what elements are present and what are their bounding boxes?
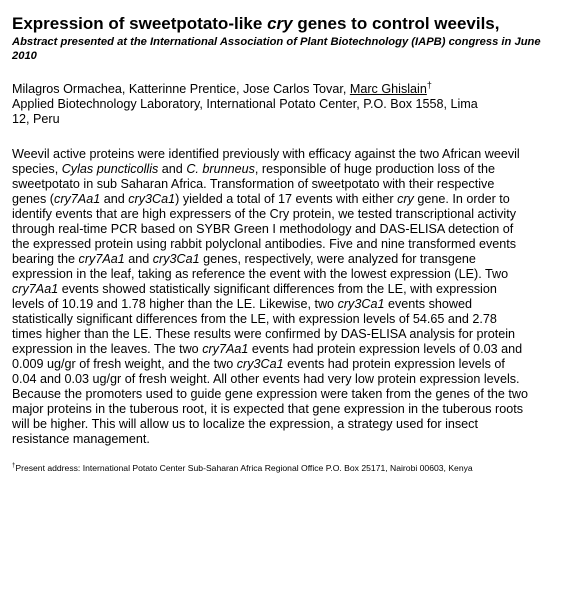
abstract-line: species, Cylas puncticollis and C. brunneus, responsible of huge production loss of the [12, 162, 496, 176]
gene-name: cry7Aa1 [12, 282, 59, 296]
gene-name: cry3Ca1 [152, 252, 200, 266]
author-dagger-mark: † [426, 79, 432, 90]
corresponding-author: Marc Ghislain [349, 82, 427, 96]
abstract-line: identify events that are high expressers of the Cry protein, we tested transcriptional activity [12, 207, 516, 221]
author-list [12, 79, 556, 97]
abstract-line: genes (cry7Aa1 and cry3Ca1) yielded a total of 17 events with either cry gene. In order to [12, 192, 510, 206]
title-part2: genes to control weevils, [292, 14, 500, 33]
abstract-line: bearing the cry7Aa1 and cry3Ca1 genes, respectively, were analyzed for transgene [12, 252, 476, 266]
title-part1: Expression of sweetpotato-like [12, 14, 268, 33]
abstract-line: cry7Aa1 events showed statistically significant differences from the LE, with expression [12, 282, 497, 296]
footnote [12, 463, 556, 474]
abstract-line: sweetpotato in sub Saharan Africa. Transformation of sweetpotato with their respective [12, 177, 495, 191]
abstract-line: statistically significant differences from the LE, with expression levels of 54.65 and 2.78 [12, 312, 497, 326]
document-title [12, 14, 556, 33]
document-subtitle: Abstract presented at the International Association of Plant Biotechnology (IAPB) congress in June 2010 [12, 36, 541, 62]
footnote-text: Present address: International Potato Center Sub-Saharan Africa Regional Office P.O. Box 25171, Nairobi 00603, Kenya [15, 463, 473, 473]
abstract-line: 0.009 ug/gr of fresh weight, and the two cry3Ca1 events had protein expression levels of [12, 357, 505, 371]
abstract-body [12, 147, 556, 447]
abstract-line: times higher than the LE. These results were confirmed by DAS-ELISA analysis for protein [12, 327, 516, 341]
footnote-dagger-mark: † [12, 463, 16, 470]
document-page [12, 14, 556, 474]
gene-name: cry7Aa1 [78, 252, 125, 266]
abstract-line: resistance management. [12, 432, 150, 446]
abstract-line: 0.04 and 0.03 ug/gr of fresh weight. All other events had very low protein expression levels. [12, 372, 520, 386]
gene-name: cry3Ca1 [236, 357, 284, 371]
species-name: Cylas puncticollis [61, 162, 159, 176]
abstract-line: through real-time PCR based on SYBR Green I methodology and DAS-ELISA detection of [12, 222, 514, 236]
abstract-line: levels of 10.19 and 1.78 higher than the LE. Likewise, two cry3Ca1 events showed [12, 297, 472, 311]
gene-name: cry [397, 192, 414, 206]
abstract-line: Because the promoters used to guide gene expression were taken from the genes of the two [12, 387, 528, 401]
gene-name: cry3Ca1 [337, 297, 385, 311]
title-italic: cry [267, 14, 293, 33]
gene-name: cry7Aa1 [54, 192, 101, 206]
abstract-line: expression in the leaves. The two cry7Aa1 events had protein expression levels of 0.03 and [12, 342, 523, 356]
abstract-line: major proteins in the tuberous root, it is expected that gene expression in the tuberous roots [12, 402, 524, 416]
abstract-line: expression in the leaf, taking as reference the event with the lowest expression (LE). Two [12, 267, 509, 281]
abstract-line: Weevil active proteins were identified previously with efficacy against the two African weevil [12, 147, 520, 161]
affiliation: Applied Biotechnology Laboratory, International Potato Center, P.O. Box 1558, Lima 12, Peru [12, 97, 478, 126]
abstract-line: the expressed protein using rabbit polyclonal antibodies. Five and nine transformed events [12, 237, 517, 251]
species-name: C. brunneus [186, 162, 255, 176]
gene-name: cry7Aa1 [202, 342, 249, 356]
abstract-line: will be higher. This will allow us to localize the expression, a strategy used for insect [12, 417, 478, 431]
gene-name: cry3Ca1 [128, 192, 176, 206]
author-names: Milagros Ormachea, Katterinne Prentice, Jose Carlos Tovar, [12, 82, 350, 96]
